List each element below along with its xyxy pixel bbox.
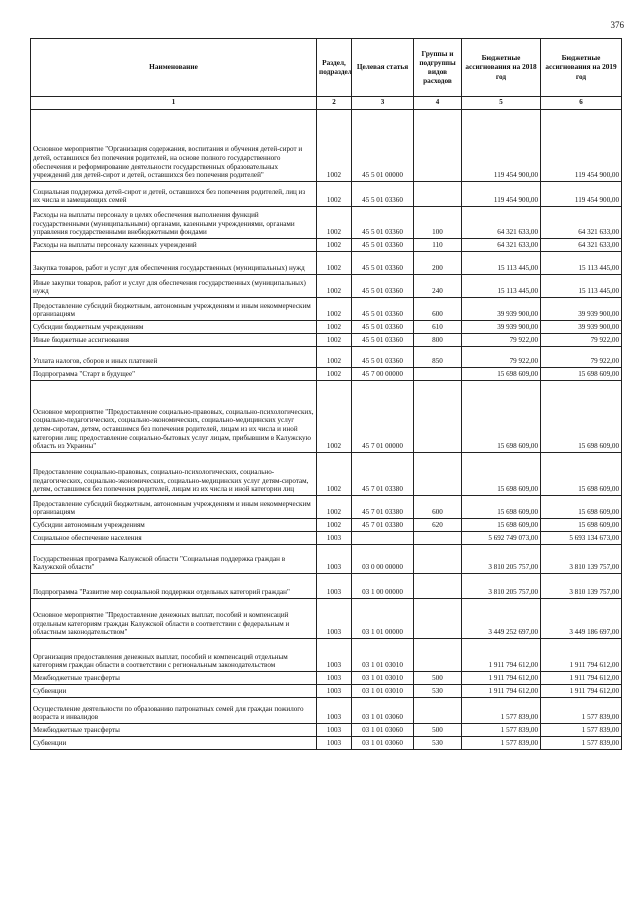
row-value-2019: 1 577 839,00 <box>541 724 622 737</box>
row-section: 1003 <box>317 737 352 750</box>
row-name: Межбюджетные трансферты <box>31 672 317 685</box>
table-row <box>31 368 622 381</box>
row-value-2018: 5 692 749 073,00 <box>462 532 541 545</box>
column-number: 5 <box>462 97 541 110</box>
row-value-2019: 15 698 609,00 <box>541 496 622 519</box>
row-name: Основное мероприятие "Предоставление социально-правовых, социально-психологических, социально-педагогических, социально-экономических, социально-медицинских услуг детям-сиротам, детям, оставшимся без попечения родителей, лицам из их числа и иной категории лиц; предоставление социально-бытовых услуг лицам, прибывшим в Калужскую область из Украины" <box>31 381 317 453</box>
row-group <box>414 574 462 599</box>
row-name: Иные бюджетные ассигнования <box>31 334 317 347</box>
table-row <box>31 545 622 574</box>
row-value-2019: 5 693 134 673,00 <box>541 532 622 545</box>
row-target: 03 0 00 00000 <box>352 545 414 574</box>
column-number-row <box>31 97 622 110</box>
row-value-2019: 15 698 609,00 <box>541 453 622 496</box>
table-row <box>31 347 622 368</box>
page-number: 376 <box>610 20 624 30</box>
row-target: 45 5 01 03360 <box>352 182 414 207</box>
row-section: 1002 <box>317 321 352 334</box>
row-group <box>414 368 462 381</box>
row-name: Предоставление социально-правовых, социально-психологических, социально-педагогических, социально-экономических, социально-медицинских услуг детям-сиротам, детям, оставшимся без попечения родителей, лицам из их числа и иной категории лиц <box>31 453 317 496</box>
budget-table <box>30 38 622 750</box>
row-value-2018: 15 113 445,00 <box>462 252 541 275</box>
row-section: 1002 <box>317 368 352 381</box>
row-value-2018: 119 454 900,00 <box>462 182 541 207</box>
row-value-2018: 1 577 839,00 <box>462 698 541 724</box>
row-value-2019: 1 911 794 612,00 <box>541 639 622 672</box>
table-row <box>31 453 622 496</box>
row-target: 45 7 01 00000 <box>352 381 414 453</box>
row-group: 240 <box>414 275 462 298</box>
row-section: 1003 <box>317 545 352 574</box>
table-row <box>31 532 622 545</box>
row-name: Закупка товаров, работ и услуг для обеспечения государственных (муниципальных) нужд <box>31 252 317 275</box>
row-value-2018: 15 698 609,00 <box>462 368 541 381</box>
row-value-2019: 15 698 609,00 <box>541 368 622 381</box>
row-value-2019: 1 577 839,00 <box>541 698 622 724</box>
row-section: 1002 <box>317 239 352 252</box>
row-target: 03 1 01 03060 <box>352 737 414 750</box>
row-target: 45 5 01 00000 <box>352 110 414 182</box>
row-group <box>414 110 462 182</box>
row-name: Субсидии автономным учреждениям <box>31 519 317 532</box>
row-section: 1003 <box>317 574 352 599</box>
row-name: Расходы на выплаты персоналу казенных учреждений <box>31 239 317 252</box>
row-section: 1003 <box>317 724 352 737</box>
row-group <box>414 381 462 453</box>
row-group: 600 <box>414 298 462 321</box>
row-target: 03 1 01 03010 <box>352 639 414 672</box>
table-row <box>31 239 622 252</box>
row-section: 1002 <box>317 496 352 519</box>
row-section: 1002 <box>317 275 352 298</box>
row-value-2018: 119 454 900,00 <box>462 110 541 182</box>
table-row <box>31 574 622 599</box>
row-group: 110 <box>414 239 462 252</box>
row-value-2018: 15 698 609,00 <box>462 381 541 453</box>
table-row <box>31 685 622 698</box>
row-target: 45 5 01 03360 <box>352 239 414 252</box>
row-name: Осуществление деятельности по образованию патронатных семей для граждан пожилого возраста и инвалидов <box>31 698 317 724</box>
row-target: 45 7 01 03380 <box>352 496 414 519</box>
row-section: 1002 <box>317 381 352 453</box>
table-row <box>31 252 622 275</box>
row-section: 1003 <box>317 639 352 672</box>
row-target: 45 5 01 03360 <box>352 252 414 275</box>
row-value-2018: 1 577 839,00 <box>462 737 541 750</box>
row-section: 1002 <box>317 110 352 182</box>
row-section: 1002 <box>317 453 352 496</box>
row-value-2019: 119 454 900,00 <box>541 110 622 182</box>
row-value-2019: 39 939 900,00 <box>541 321 622 334</box>
row-group: 850 <box>414 347 462 368</box>
row-target: 45 5 01 03360 <box>352 321 414 334</box>
row-target: 45 7 00 00000 <box>352 368 414 381</box>
row-name: Подпрограмма "Старт в будущее" <box>31 368 317 381</box>
row-name: Основное мероприятие "Организация содержания, воспитания и обучения детей-сирот и детей, оставшихся без попечения родителей, на основе полного государственного обеспечения и реформирование деятельности государственных образовательных учреждений для детей-сирот и детей, оставшихся без попечения родителей" <box>31 110 317 182</box>
row-value-2018: 1 911 794 612,00 <box>462 672 541 685</box>
row-value-2018: 3 449 252 697,00 <box>462 599 541 639</box>
row-group: 610 <box>414 321 462 334</box>
row-value-2018: 1 577 839,00 <box>462 724 541 737</box>
row-group <box>414 182 462 207</box>
table-body <box>31 110 622 750</box>
row-name: Уплата налогов, сборов и иных платежей <box>31 347 317 368</box>
row-group <box>414 545 462 574</box>
row-value-2019: 79 922,00 <box>541 334 622 347</box>
header-row <box>31 39 622 97</box>
row-value-2019: 15 698 609,00 <box>541 381 622 453</box>
row-value-2019: 15 698 609,00 <box>541 519 622 532</box>
row-group: 600 <box>414 496 462 519</box>
row-section: 1003 <box>317 685 352 698</box>
table-row <box>31 724 622 737</box>
table-row <box>31 298 622 321</box>
row-target: 03 1 01 03060 <box>352 724 414 737</box>
header-alloc-2019: Бюджетные ассигнования на 2019 год <box>541 39 622 97</box>
row-name: Основное мероприятие "Предоставление денежных выплат, пособий и компенсаций отдельным категориям граждан Калужской области в соответствии с федеральным и областным законодательством" <box>31 599 317 639</box>
row-name: Организация предоставления денежных выплат, пособий и компенсаций отдельным категориям граждан области в соответствии с региональным законодательством <box>31 639 317 672</box>
row-name: Социальная поддержка детей-сирот и детей, оставшихся без попечения родителей, лиц из их числа и замещающих семей <box>31 182 317 207</box>
row-section: 1002 <box>317 252 352 275</box>
row-value-2018: 1 911 794 612,00 <box>462 639 541 672</box>
row-value-2019: 3 810 139 757,00 <box>541 545 622 574</box>
row-target: 45 5 01 03360 <box>352 298 414 321</box>
row-value-2018: 15 698 609,00 <box>462 519 541 532</box>
row-value-2019: 79 922,00 <box>541 347 622 368</box>
row-section: 1002 <box>317 182 352 207</box>
row-value-2019: 15 113 445,00 <box>541 275 622 298</box>
row-target: 03 1 01 03010 <box>352 672 414 685</box>
row-value-2018: 3 810 205 757,00 <box>462 545 541 574</box>
row-name: Государственная программа Калужской области "Социальная поддержка граждан в Калужской области" <box>31 545 317 574</box>
row-section: 1002 <box>317 347 352 368</box>
row-name: Предоставление субсидий бюджетным, автономным учреждениям и иным некоммерческим организациям <box>31 496 317 519</box>
table-row <box>31 599 622 639</box>
row-value-2019: 3 449 186 697,00 <box>541 599 622 639</box>
column-number: 3 <box>352 97 414 110</box>
row-group <box>414 532 462 545</box>
row-value-2018: 3 810 205 757,00 <box>462 574 541 599</box>
row-value-2019: 1 911 794 612,00 <box>541 685 622 698</box>
column-number: 6 <box>541 97 622 110</box>
table-row <box>31 737 622 750</box>
row-name: Иные закупки товаров, работ и услуг для обеспечения государственных (муниципальных) нужд <box>31 275 317 298</box>
table-row <box>31 110 622 182</box>
row-value-2019: 1 911 794 612,00 <box>541 672 622 685</box>
table-row <box>31 207 622 239</box>
table-row <box>31 519 622 532</box>
table-row <box>31 334 622 347</box>
table-row <box>31 321 622 334</box>
header-group: Группы и подгруппы видов расходов <box>414 39 462 97</box>
row-target: 45 5 01 03360 <box>352 334 414 347</box>
row-value-2018: 39 939 900,00 <box>462 298 541 321</box>
row-name: Расходы на выплаты персоналу в целях обеспечения выполнения функций государственными (муниципальными) органами, казенными учреждениями, органами управления государственными внебюджетными фондами <box>31 207 317 239</box>
row-name: Социальное обеспечение населения <box>31 532 317 545</box>
row-group <box>414 639 462 672</box>
row-group: 100 <box>414 207 462 239</box>
row-group: 620 <box>414 519 462 532</box>
header-target: Целевая статья <box>352 39 414 97</box>
table-row <box>31 496 622 519</box>
table-row <box>31 672 622 685</box>
row-name: Субсидии бюджетным учреждениям <box>31 321 317 334</box>
header-section: Раздел, подраздел <box>317 39 352 97</box>
row-value-2018: 64 321 633,00 <box>462 207 541 239</box>
row-group <box>414 698 462 724</box>
row-value-2018: 79 922,00 <box>462 334 541 347</box>
row-target: 45 5 01 03360 <box>352 207 414 239</box>
table-row <box>31 639 622 672</box>
row-value-2019: 1 577 839,00 <box>541 737 622 750</box>
row-target: 45 7 01 03380 <box>352 519 414 532</box>
table-row <box>31 381 622 453</box>
row-name: Субвенции <box>31 737 317 750</box>
row-value-2018: 15 698 609,00 <box>462 453 541 496</box>
column-number: 1 <box>31 97 317 110</box>
header-alloc-2018: Бюджетные ассигнования на 2018 год <box>462 39 541 97</box>
header-name: Наименование <box>31 39 317 97</box>
row-value-2018: 15 113 445,00 <box>462 275 541 298</box>
table-row <box>31 275 622 298</box>
row-group: 800 <box>414 334 462 347</box>
row-value-2018: 79 922,00 <box>462 347 541 368</box>
row-value-2019: 39 939 900,00 <box>541 298 622 321</box>
row-value-2018: 1 911 794 612,00 <box>462 685 541 698</box>
row-group: 500 <box>414 724 462 737</box>
row-group: 530 <box>414 685 462 698</box>
table-row <box>31 182 622 207</box>
row-group: 500 <box>414 672 462 685</box>
row-value-2019: 64 321 633,00 <box>541 239 622 252</box>
row-value-2019: 119 454 900,00 <box>541 182 622 207</box>
row-target <box>352 532 414 545</box>
column-number: 2 <box>317 97 352 110</box>
table-row <box>31 698 622 724</box>
row-section: 1003 <box>317 599 352 639</box>
row-group: 200 <box>414 252 462 275</box>
row-target: 45 7 01 03380 <box>352 453 414 496</box>
row-name: Межбюджетные трансферты <box>31 724 317 737</box>
row-section: 1003 <box>317 532 352 545</box>
row-group <box>414 453 462 496</box>
column-number: 4 <box>414 97 462 110</box>
row-group <box>414 599 462 639</box>
row-target: 45 5 01 03360 <box>352 347 414 368</box>
row-section: 1002 <box>317 519 352 532</box>
row-value-2018: 64 321 633,00 <box>462 239 541 252</box>
row-section: 1003 <box>317 672 352 685</box>
row-target: 03 1 01 03010 <box>352 685 414 698</box>
row-section: 1002 <box>317 334 352 347</box>
row-target: 03 1 00 00000 <box>352 574 414 599</box>
row-name: Предоставление субсидий бюджетным, автономным учреждениям и иным некоммерческим организациям <box>31 298 317 321</box>
row-value-2019: 15 113 445,00 <box>541 252 622 275</box>
row-target: 03 1 01 00000 <box>352 599 414 639</box>
row-section: 1002 <box>317 207 352 239</box>
row-section: 1003 <box>317 698 352 724</box>
row-name: Подпрограмма "Развитие мер социальной поддержки отдельных категорий граждан" <box>31 574 317 599</box>
row-target: 03 1 01 03060 <box>352 698 414 724</box>
row-value-2018: 15 698 609,00 <box>462 496 541 519</box>
row-target: 45 5 01 03360 <box>352 275 414 298</box>
row-name: Субвенции <box>31 685 317 698</box>
row-value-2019: 64 321 633,00 <box>541 207 622 239</box>
row-group: 530 <box>414 737 462 750</box>
row-value-2018: 39 939 900,00 <box>462 321 541 334</box>
row-section: 1002 <box>317 298 352 321</box>
row-value-2019: 3 810 139 757,00 <box>541 574 622 599</box>
